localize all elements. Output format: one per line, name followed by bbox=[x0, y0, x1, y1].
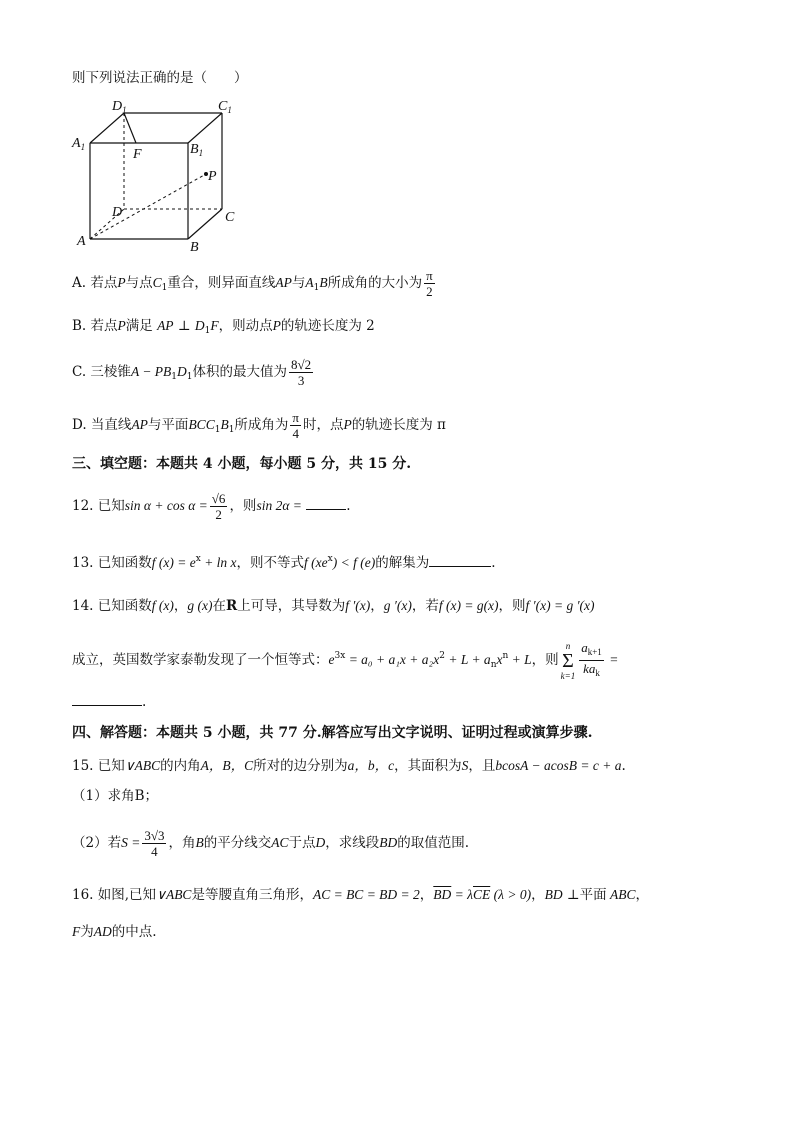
question-15-part1: （1）求角B； bbox=[72, 788, 159, 804]
answer-blank-13 bbox=[429, 566, 491, 567]
label-A1: $A_1$ bbox=[72, 136, 86, 152]
fraction-8root2-over-3: $\frac{8√2}{3}$ bbox=[291, 357, 312, 388]
fraction-ak1-over-kak: $\frac{a_{k+1}}{ka_k}$ bbox=[581, 640, 602, 678]
question-14-line1: 14. 已知函数f (x)，g (x)在R上可导，其导数为f ′(x)，g ′(x)，若f (x) = g(x)，则f ′(x) = g ′(x) bbox=[72, 598, 595, 614]
answer-blank-12 bbox=[306, 509, 346, 510]
label-B1: $B_1$ bbox=[190, 142, 204, 158]
question-12: 12. 已知sin α + cos α = $\frac{√6}{2}$ ，则sin 2α = . bbox=[72, 491, 351, 522]
label-C1: $C_1$ bbox=[218, 99, 232, 115]
question-15-part2: （2）若S = $\frac{3√3}{4}$ ，角B的平分线交AC于点D，求线段BD的取值范围. bbox=[72, 828, 470, 859]
section-fill-in-heading: 三、填空题：本题共 4 小题，每小题 5 分，共 15 分. bbox=[72, 456, 412, 472]
option-a: A. 若点P与点$C_1$重合，则异面直线AP与$A_1B$所成角的大小为 $\frac{\pi}{2}$ bbox=[72, 268, 433, 299]
label-P: P bbox=[208, 169, 217, 184]
option-d: D. 当直线AP与平面$BCC_1B_1$所成角为 $\frac{\pi}{4}$ 时，点P的轨迹长度为 π bbox=[72, 410, 446, 441]
label-D1: $D_1$ bbox=[112, 99, 127, 115]
label-F: F bbox=[133, 147, 142, 162]
fraction-pi-over-4: $\frac{\pi}{4}$ bbox=[292, 410, 299, 441]
question-16-line1: 16. 如图,已知∨ABC是等腰直角三角形，AC = BC = BD = 2，$\overline{BD} = \lambda\overline{CE}$ (λ > 0)，BD ⊥平面 ABC， bbox=[72, 887, 649, 903]
option-c: C. 三棱锥$A - PB_1D_1$体积的最大值为 $\frac{8√2}{3}$ bbox=[72, 357, 312, 388]
label-A: A bbox=[77, 234, 86, 249]
answer-blank-14 bbox=[72, 705, 142, 706]
question-16-line2: F为AD的中点. bbox=[72, 924, 157, 940]
summation-symbol: n Σ k=1 bbox=[560, 640, 576, 681]
option-b: B. 若点P满足 AP ⊥ $D_1F$，则动点P的轨迹长度为 2 bbox=[72, 318, 375, 336]
label-C: C bbox=[225, 210, 235, 225]
section-solution-heading: 四、解答题：本题共 5 小题，共 77 分.解答应写出文字说明、证明过程或演算步骤. bbox=[72, 725, 593, 741]
fraction-root6-over-2: $\frac{√6}{2}$ bbox=[211, 491, 226, 522]
question-13: 13. 已知函数f $(x) = e^x + \ln x$，则不等式f $(xe^x) < f$ (e)的解集为 . bbox=[72, 554, 496, 571]
question-14-line2: 成立，英国数学家泰勒发现了一个恒等式：$e^{3x} = a_0 + a_1x + a_2x^2 + L + a_nx^n + L$，则 n Σ k=1 $\frac{a_{k+1}}{ka_k}$ = bbox=[72, 640, 619, 681]
fraction-3root3-over-4: $\frac{3√3}{4}$ bbox=[144, 828, 165, 859]
label-B: B bbox=[190, 240, 199, 255]
label-D: D bbox=[112, 205, 123, 220]
question-14-line3: . bbox=[72, 694, 146, 710]
cube-figure bbox=[70, 95, 260, 255]
question-15: 15. 已知∨ABC的内角A，B，C所对的边分别为a，b，c，其面积为S，且bcosA − acosB = c + a. bbox=[72, 758, 626, 774]
fraction-pi-over-2: $\frac{\pi}{2}$ bbox=[426, 268, 433, 299]
intro-text: 则下列说法正确的是（ ） bbox=[72, 70, 248, 86]
